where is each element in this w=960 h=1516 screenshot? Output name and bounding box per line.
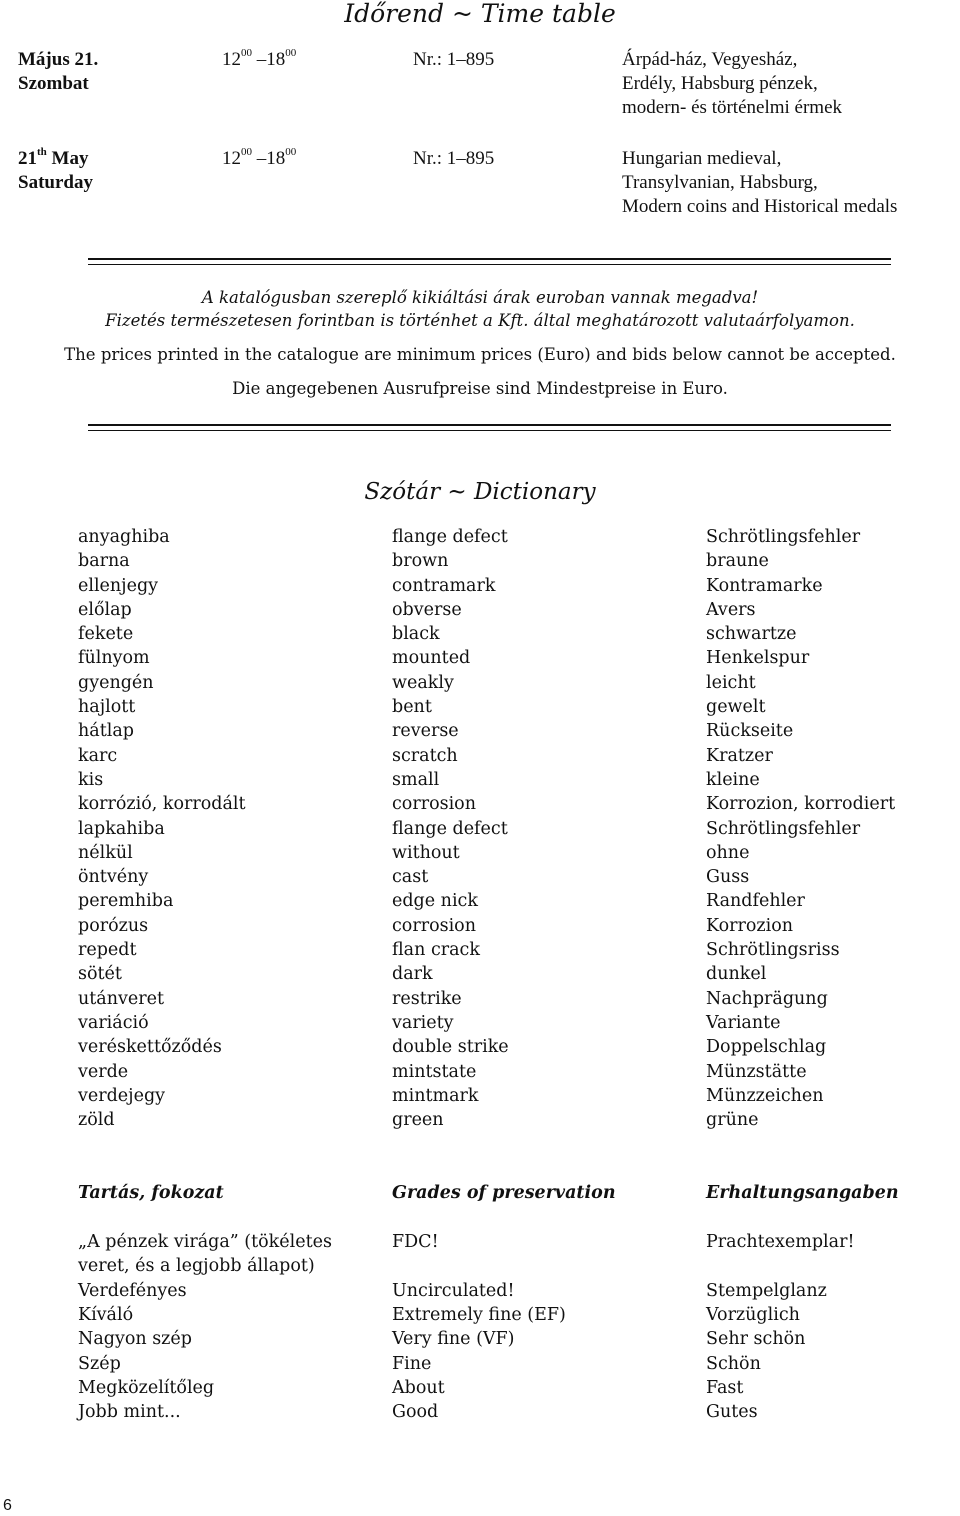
dictionary-term-en: corrosion xyxy=(392,794,476,815)
dictionary-term-hu: repedt xyxy=(78,940,137,961)
dictionary-term-de: gewelt xyxy=(706,697,766,718)
dictionary-term-hu: gyengén xyxy=(78,672,154,693)
dictionary-column-de xyxy=(706,525,895,1132)
dictionary-term-de: Schrötlingsfehler xyxy=(706,527,861,547)
dictionary-term-de: braune xyxy=(706,551,769,572)
dictionary-term-hu: fülnyom xyxy=(78,648,150,669)
dictionary-term-de: Rückseite xyxy=(706,721,794,742)
dictionary-term-hu: sötét xyxy=(78,964,122,985)
dictionary-term-de: Korrozion, korrodiert xyxy=(706,794,896,815)
grades-cell-en: Very fine (VF) xyxy=(392,1329,515,1350)
dictionary-term-hu: barna xyxy=(78,551,130,572)
notice-de: Die angegebenen Ausrufpreise sind Mindestpreise in Euro. xyxy=(232,379,728,398)
dictionary-term-en: bent xyxy=(392,697,432,718)
dictionary-term-hu: ellenjegy xyxy=(78,575,159,596)
schedule-day xyxy=(18,48,98,96)
dictionary-title: Szótár ~ Dictionary xyxy=(364,479,596,505)
grades-cell-de: Fast xyxy=(706,1377,744,1398)
dictionary-term-de: Schrötlingsfehler xyxy=(706,818,861,839)
dictionary-term-en: dark xyxy=(392,964,433,985)
schedule-description: Hungarian medieval, Transylvanian, Habsburg, Modern coins and Historical medals xyxy=(622,148,898,217)
dictionary-term-de: Variante xyxy=(706,1012,781,1033)
grades-cell-en: Good xyxy=(392,1402,439,1423)
dictionary-term-de: Henkelspur xyxy=(706,648,810,669)
dictionary-term-en: edge nick xyxy=(392,891,478,912)
dictionary-term-hu: korrózió, korrodált xyxy=(78,794,246,815)
notice-en: The prices printed in the catalogue are minimum prices (Euro) and bids below cannot be accepted. xyxy=(64,345,896,364)
grades-cell-hu: Jobb mint... xyxy=(78,1402,181,1423)
grades-cell-de: Stempelglanz xyxy=(706,1280,827,1301)
dictionary-term-de: dunkel xyxy=(706,964,767,985)
notice-hu-line1: A katalógusban szereplő kikiáltási árak euroban vannak megadva! xyxy=(201,288,759,307)
dictionary-term-en: corrosion xyxy=(392,915,476,936)
grades-header-de: Erhaltungsangaben xyxy=(706,1183,899,1203)
dictionary-term-hu: öntvény xyxy=(78,867,149,888)
grades-cell-en: About xyxy=(392,1377,445,1398)
dictionary-term-hu: karc xyxy=(78,745,118,766)
dictionary-term-hu: előlap xyxy=(78,599,132,620)
dictionary-term-en: small xyxy=(392,769,440,790)
dictionary-term-de: Münzstätte xyxy=(706,1061,807,1082)
schedule-time: $12^{00}$ $-18^{00}$ xyxy=(222,146,297,169)
grades-cell-de: Sehr schön xyxy=(706,1329,806,1350)
dictionary-term-de: ohne xyxy=(706,842,750,863)
schedule-row-hu xyxy=(18,48,960,128)
dictionary-term-hu: verde xyxy=(78,1061,129,1082)
dictionary-term-en: green xyxy=(392,1110,444,1131)
schedule-lots: Nr.: 1–895 xyxy=(413,148,495,169)
schedule-weekday: Szombat xyxy=(18,73,89,94)
grades-cell-hu: Nagyon szép xyxy=(78,1329,192,1350)
dictionary-term-de: Kratzer xyxy=(706,745,773,766)
dictionary-term-en: reverse xyxy=(392,721,459,742)
schedule-time: $12^{00}$ $-18^{00}$ xyxy=(222,47,297,70)
grades-cell-hu: Kíváló xyxy=(78,1304,134,1325)
dictionary-term-de: Kontramarke xyxy=(706,575,823,596)
dictionary-term-en: mintmark xyxy=(392,1085,479,1106)
dictionary-term-hu: kis xyxy=(78,769,104,790)
dictionary-term-hu: fekete xyxy=(78,624,134,645)
dictionary-column-en xyxy=(392,525,509,1132)
grades-cell-de: Prachtexemplar! xyxy=(706,1232,855,1252)
dictionary-term-hu: variáció xyxy=(78,1012,149,1033)
grades-cell-hu: Megközelítőleg xyxy=(78,1377,215,1398)
dictionary-term-de: Randfehler xyxy=(706,891,805,912)
divider-bottom xyxy=(88,424,891,431)
dictionary-term-de: Guss xyxy=(706,867,750,888)
dictionary-term-en: cast xyxy=(392,867,429,888)
dictionary-term-en: without xyxy=(392,842,460,863)
dictionary-term-de: schwartze xyxy=(706,624,797,645)
grades-cell-en: FDC! xyxy=(392,1232,439,1252)
schedule-description: Árpád-ház, Vegyesház, Erdély, Habsburg pénzek, modern- és történelmi érmek xyxy=(622,49,843,118)
grades-cell-en: Uncirculated! xyxy=(392,1280,515,1301)
dictionary-term-hu: lapkahiba xyxy=(78,818,165,839)
grades-cell-de: Schön xyxy=(706,1353,761,1374)
grades-cell-hu: Szép xyxy=(78,1353,121,1374)
schedule-weekday: Saturday xyxy=(18,172,93,193)
notice-hu-line2: Fizetés természetesen forintban is történhet a Kft. által meghatározott valutaárfolyamon. xyxy=(105,311,855,330)
grades-cell-hu: Verdefényes xyxy=(78,1280,187,1301)
dictionary-term-en: flange defect xyxy=(392,818,508,839)
grades-header-hu: Tartás, fokozat xyxy=(78,1183,224,1203)
dictionary-term-hu: verdejegy xyxy=(78,1085,166,1106)
dictionary-term-hu: porózus xyxy=(78,915,149,936)
dictionary-term-en: scratch xyxy=(392,745,458,766)
grades-cell-en: Extremely fine (EF) xyxy=(392,1304,566,1325)
dictionary-term-en: brown xyxy=(392,551,449,572)
dictionary-term-de: grüne xyxy=(706,1110,759,1131)
dictionary-term-en: obverse xyxy=(392,599,462,620)
dictionary-term-en: mintstate xyxy=(392,1061,477,1082)
schedule-date: 21th May xyxy=(18,146,89,169)
dictionary-term-de: kleine xyxy=(706,769,760,790)
dictionary-term-de: Schrötlingsriss xyxy=(706,940,840,961)
grades-cell-en: Fine xyxy=(392,1353,432,1374)
dictionary-term-hu: peremhiba xyxy=(78,891,174,912)
dictionary-term-de: Korrozion xyxy=(706,915,794,936)
dictionary-term-de: Nachprägung xyxy=(706,988,828,1009)
dictionary-term-hu: zöld xyxy=(78,1110,115,1131)
grades-header-en: Grades of preservation xyxy=(392,1183,616,1203)
dictionary-term-hu: hajlott xyxy=(78,697,136,718)
dictionary-term-en: flange defect xyxy=(392,527,508,547)
divider-top xyxy=(88,258,891,265)
page-number: 6 xyxy=(3,1497,12,1514)
dictionary-term-hu: hátlap xyxy=(78,721,134,742)
dictionary-term-de: Münzzeichen xyxy=(706,1085,824,1106)
dictionary-term-en: variety xyxy=(392,1012,454,1033)
dictionary-term-hu: anyaghiba xyxy=(78,527,170,547)
dictionary-term-de: leicht xyxy=(706,672,756,693)
dictionary-term-en: restrike xyxy=(392,988,462,1009)
dictionary-term-hu: veréskettőződés xyxy=(78,1037,222,1058)
schedule-date: Május 21. xyxy=(18,49,99,70)
dictionary-term-en: contramark xyxy=(392,575,496,596)
grades-cell-de: Gutes xyxy=(706,1402,758,1423)
dictionary-term-en: mounted xyxy=(392,648,471,669)
dictionary-term-de: Doppelschlag xyxy=(706,1037,827,1058)
grades-cell-de: Vorzüglich xyxy=(706,1304,800,1325)
schedule-day xyxy=(18,147,93,195)
dictionary-term-de: Avers xyxy=(706,599,756,620)
dictionary-term-en: double strike xyxy=(392,1037,509,1058)
dictionary-term-en: weakly xyxy=(392,672,454,693)
dictionary-term-en: flan crack xyxy=(392,940,480,961)
dictionary-column-hu xyxy=(78,525,246,1132)
dictionary-term-hu: utánveret xyxy=(78,988,165,1009)
dictionary-term-en: black xyxy=(392,624,440,645)
grades-cell-hu: „A pénzek virága” (tökéletes veret, és a legjobb állapot) xyxy=(78,1232,332,1277)
schedule-lots: Nr.: 1–895 xyxy=(413,49,495,70)
dictionary-term-hu: nélkül xyxy=(78,842,133,863)
schedule-row-en xyxy=(18,147,960,227)
page-title: Időrend ~ Time table xyxy=(344,0,616,28)
